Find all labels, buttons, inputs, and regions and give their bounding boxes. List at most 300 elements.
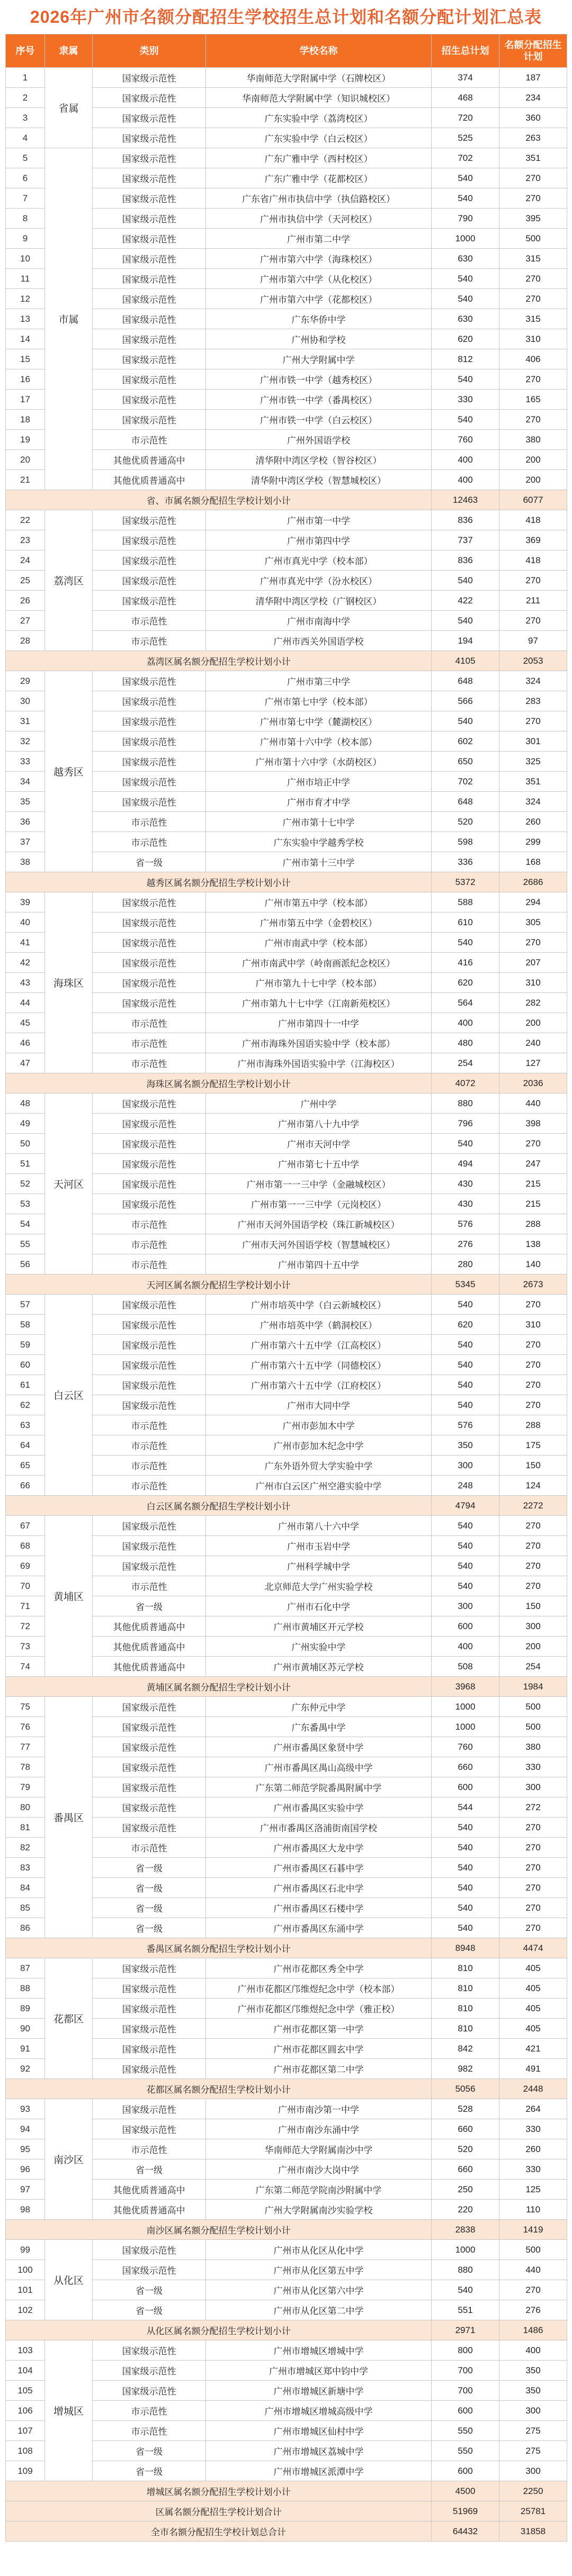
- total-plan-cell: 796: [432, 1114, 499, 1134]
- total-plan-cell: 540: [432, 933, 499, 953]
- category-cell: 国家级示范性: [93, 1114, 206, 1134]
- school-name-cell: 广州市增城区新塘中学: [206, 2381, 432, 2401]
- school-name-cell: 广州市花都区邝维煜纪念中学（校本部）: [206, 1978, 432, 1999]
- school-name-cell: 广州市第六中学（海珠校区）: [206, 249, 432, 269]
- total-plan-cell: 540: [432, 1858, 499, 1878]
- quota-plan-cell: 405: [499, 1978, 567, 1999]
- region-cell: 越秀区: [45, 671, 93, 872]
- total-plan-cell: 551: [432, 2300, 499, 2320]
- school-name-cell: 广州市第六十五中学（江府校区）: [206, 1375, 432, 1395]
- school-name-cell: 广东第二师范学院南沙附属中学: [206, 2180, 432, 2200]
- total-plan-cell: 598: [432, 832, 499, 852]
- total-plan-cell: 702: [432, 148, 499, 168]
- row-index: 60: [6, 1355, 45, 1375]
- quota-plan-cell: 301: [499, 731, 567, 752]
- category-cell: 市示范性: [93, 1838, 206, 1858]
- row-index: 53: [6, 1194, 45, 1214]
- quota-plan-cell: 405: [499, 2019, 567, 2039]
- grand-total-label: 全市名额分配招生学校计划总合计: [6, 2521, 432, 2542]
- total-plan-cell: 700: [432, 2381, 499, 2401]
- school-name-cell: 广州市从化区第五中学: [206, 2260, 432, 2280]
- quota-plan-cell: 405: [499, 1958, 567, 1978]
- category-cell: 市示范性: [93, 1435, 206, 1456]
- school-name-cell: 广州市番禺区东涌中学: [206, 1918, 432, 1938]
- category-cell: 市示范性: [93, 1214, 206, 1234]
- row-index: 86: [6, 1918, 45, 1938]
- quota-plan-cell: 350: [499, 2361, 567, 2381]
- category-cell: 国家级示范性: [93, 2019, 206, 2039]
- quota-plan-cell: 310: [499, 329, 567, 349]
- school-name-cell: 广州市玉岩中学: [206, 1536, 432, 1556]
- quota-plan-cell: 500: [499, 1697, 567, 1717]
- category-cell: 国家级示范性: [93, 1516, 206, 1536]
- total-plan-cell: 564: [432, 993, 499, 1013]
- region-cell: 白云区: [45, 1295, 93, 1496]
- row-index: 66: [6, 1476, 45, 1496]
- table-row: [6, 68, 567, 88]
- header-row: [6, 34, 567, 68]
- quota-plan-cell: 380: [499, 1737, 567, 1757]
- subtotal-label: 花都区属名额分配招生学校计划小计: [6, 2079, 432, 2099]
- total-plan-cell: 600: [432, 1777, 499, 1797]
- category-cell: 省一级: [93, 1898, 206, 1918]
- category-cell: 市示范性: [93, 631, 206, 651]
- quota-plan-cell: 270: [499, 1838, 567, 1858]
- row-index: 82: [6, 1838, 45, 1858]
- table-row: [6, 2099, 567, 2119]
- row-index: 17: [6, 390, 45, 410]
- school-name-cell: 广州市彭加木中学: [206, 1415, 432, 1435]
- quota-plan-cell: 330: [499, 2159, 567, 2180]
- total-plan-cell: 400: [432, 1637, 499, 1657]
- school-name-cell: 广州市大同中学: [206, 1395, 432, 1415]
- school-name-cell: 广州市第一中学: [206, 510, 432, 530]
- row-index: 48: [6, 1093, 45, 1114]
- quota-plan-cell: 200: [499, 1013, 567, 1033]
- category-cell: 国家级示范性: [93, 1174, 206, 1194]
- quota-plan-cell: 300: [499, 2401, 567, 2421]
- school-name-cell: 广州市育才中学: [206, 792, 432, 812]
- quota-plan-cell: 270: [499, 1536, 567, 1556]
- quota-plan-cell: 270: [499, 1335, 567, 1355]
- school-name-cell: 广州市增城区增城中学: [206, 2340, 432, 2361]
- total-plan-cell: 660: [432, 2159, 499, 2180]
- table-row: [6, 892, 567, 912]
- category-cell: 国家级示范性: [93, 188, 206, 209]
- row-index: 61: [6, 1375, 45, 1395]
- quota-plan-cell: 300: [499, 2461, 567, 2481]
- category-cell: 国家级示范性: [93, 1134, 206, 1154]
- row-index: 25: [6, 571, 45, 591]
- row-index: 79: [6, 1777, 45, 1797]
- total-plan-cell: 1000: [432, 1717, 499, 1737]
- total-plan-cell: 650: [432, 752, 499, 772]
- quota-plan-cell: 288: [499, 1415, 567, 1435]
- total-plan-cell: 540: [432, 410, 499, 430]
- row-index: 69: [6, 1556, 45, 1576]
- category-cell: 市示范性: [93, 1053, 206, 1073]
- category-cell: 国家级示范性: [93, 1737, 206, 1757]
- category-cell: 国家级示范性: [93, 1556, 206, 1576]
- school-name-cell: 广州市第十三中学: [206, 852, 432, 872]
- school-name-cell: 广州市第六十五中学（同德校区）: [206, 1355, 432, 1375]
- school-name-cell: 广州市天河外国语学校（珠江新城校区）: [206, 1214, 432, 1234]
- school-name-cell: 广州市番禺区禺山高级中学: [206, 1757, 432, 1777]
- school-name-cell: 广州科学城中学: [206, 1556, 432, 1576]
- row-index: 41: [6, 933, 45, 953]
- quota-plan-cell: 400: [499, 2340, 567, 2361]
- subtotal-quota: 1984: [499, 1677, 567, 1697]
- quota-plan-cell: 324: [499, 792, 567, 812]
- total-plan-cell: 800: [432, 2340, 499, 2361]
- subtotal-quota: 1419: [499, 2220, 567, 2240]
- total-plan-cell: 416: [432, 953, 499, 973]
- school-name-cell: 广州市真光中学（汾水校区）: [206, 571, 432, 591]
- quota-plan-cell: 270: [499, 933, 567, 953]
- total-plan-cell: 648: [432, 671, 499, 691]
- school-name-cell: 广东实验中学（荔湾校区）: [206, 108, 432, 128]
- school-name-cell: 广州市番禺区象贤中学: [206, 1737, 432, 1757]
- total-plan-cell: 508: [432, 1657, 499, 1677]
- category-cell: 国家级示范性: [93, 2059, 206, 2079]
- total-plan-cell: 620: [432, 973, 499, 993]
- total-plan-cell: 588: [432, 892, 499, 912]
- total-plan-cell: 540: [432, 1556, 499, 1576]
- school-name-cell: 广东实验中学越秀学校: [206, 832, 432, 852]
- school-name-cell: 广东华侨中学: [206, 309, 432, 329]
- total-plan-cell: 540: [432, 1918, 499, 1938]
- category-cell: 国家级示范性: [93, 309, 206, 329]
- row-index: 30: [6, 691, 45, 711]
- region-cell: 增城区: [45, 2340, 93, 2481]
- subtotal-row: [6, 1677, 567, 1697]
- quota-plan-cell: 315: [499, 249, 567, 269]
- total-plan-cell: 540: [432, 1878, 499, 1898]
- school-name-cell: 广州市番禺区石碁中学: [206, 1858, 432, 1878]
- school-name-cell: 广州市执信中学（天河校区）: [206, 209, 432, 229]
- quota-plan-cell: 500: [499, 1717, 567, 1737]
- category-cell: 国家级示范性: [93, 1757, 206, 1777]
- school-name-cell: 广州市海珠外国语实验中学（校本部）: [206, 1033, 432, 1053]
- category-cell: 国家级示范性: [93, 249, 206, 269]
- school-name-cell: 清华附中湾区学校（智谷校区）: [206, 450, 432, 470]
- category-cell: 国家级示范性: [93, 108, 206, 128]
- total-plan-cell: 254: [432, 1053, 499, 1073]
- category-cell: 市示范性: [93, 2421, 206, 2441]
- row-index: 100: [6, 2260, 45, 2280]
- category-cell: 省一级: [93, 1858, 206, 1878]
- school-name-cell: 广州中学: [206, 1093, 432, 1114]
- category-cell: 市示范性: [93, 430, 206, 450]
- quota-plan-cell: 263: [499, 128, 567, 148]
- quota-plan-cell: 369: [499, 530, 567, 550]
- quota-plan-cell: 272: [499, 1797, 567, 1818]
- row-index: 7: [6, 188, 45, 209]
- row-index: 84: [6, 1878, 45, 1898]
- quota-plan-cell: 270: [499, 611, 567, 631]
- category-cell: 市示范性: [93, 611, 206, 631]
- school-name-cell: 华南师范大学附属中学（石牌校区）: [206, 68, 432, 88]
- total-plan-cell: 330: [432, 390, 499, 410]
- school-name-cell: 广州市彭加木纪念中学: [206, 1435, 432, 1456]
- row-index: 42: [6, 953, 45, 973]
- total-plan-cell: 540: [432, 188, 499, 209]
- category-cell: 国家级示范性: [93, 2260, 206, 2280]
- total-plan-cell: 660: [432, 1757, 499, 1777]
- quota-plan-cell: 150: [499, 1596, 567, 1616]
- quota-plan-cell: 270: [499, 1355, 567, 1375]
- quota-plan-cell: 215: [499, 1174, 567, 1194]
- row-index: 8: [6, 209, 45, 229]
- row-index: 13: [6, 309, 45, 329]
- category-cell: 国家级示范性: [93, 892, 206, 912]
- table-row: [6, 1958, 567, 1978]
- row-index: 4: [6, 128, 45, 148]
- school-name-cell: 广州市番禺区洛浦街南国学校: [206, 1818, 432, 1838]
- total-plan-cell: 610: [432, 912, 499, 933]
- category-cell: 国家级示范性: [93, 1335, 206, 1355]
- quota-plan-cell: 168: [499, 852, 567, 872]
- row-index: 26: [6, 591, 45, 611]
- grand-total-row: [6, 2501, 567, 2521]
- school-name-cell: 广州协和学校: [206, 329, 432, 349]
- school-name-cell: 广州市第四十一中学: [206, 1013, 432, 1033]
- subtotal-total: 4500: [432, 2481, 499, 2501]
- total-plan-cell: 540: [432, 369, 499, 390]
- quota-plan-cell: 300: [499, 1777, 567, 1797]
- school-name-cell: 广州市南沙东涌中学: [206, 2119, 432, 2139]
- total-plan-cell: 468: [432, 88, 499, 108]
- subtotal-total: 2971: [432, 2320, 499, 2340]
- subtotal-total: 12463: [432, 490, 499, 510]
- category-cell: 国家级示范性: [93, 1194, 206, 1214]
- subtotal-label: 越秀区属名额分配招生学校计划小计: [6, 872, 432, 892]
- school-name-cell: 广州实验中学: [206, 1637, 432, 1657]
- category-cell: 国家级示范性: [93, 671, 206, 691]
- region-cell: 海珠区: [45, 892, 93, 1073]
- row-index: 93: [6, 2099, 45, 2119]
- row-index: 90: [6, 2019, 45, 2039]
- school-name-cell: 广州市铁一中学（越秀校区）: [206, 369, 432, 390]
- category-cell: 国家级示范性: [93, 1777, 206, 1797]
- total-plan-cell: 250: [432, 2180, 499, 2200]
- category-cell: 市示范性: [93, 1234, 206, 1254]
- row-index: 20: [6, 450, 45, 470]
- category-cell: 国家级示范性: [93, 953, 206, 973]
- quota-plan-cell: 270: [499, 410, 567, 430]
- school-name-cell: 广州市第八十六中学: [206, 1516, 432, 1536]
- quota-plan-cell: 254: [499, 1657, 567, 1677]
- row-index: 87: [6, 1958, 45, 1978]
- total-plan-cell: 620: [432, 329, 499, 349]
- total-plan-cell: 540: [432, 1335, 499, 1355]
- school-name-cell: 广州市第四中学: [206, 530, 432, 550]
- quota-plan-cell: 270: [499, 269, 567, 289]
- school-name-cell: 广州市南沙大岗中学: [206, 2159, 432, 2180]
- total-plan-cell: 880: [432, 1093, 499, 1114]
- school-name-cell: 广州市番禺区大龙中学: [206, 1838, 432, 1858]
- category-cell: 国家级示范性: [93, 2381, 206, 2401]
- school-name-cell: 广州市第三中学: [206, 671, 432, 691]
- row-index: 43: [6, 973, 45, 993]
- row-index: 95: [6, 2139, 45, 2159]
- school-name-cell: 广州市南武中学（校本部）: [206, 933, 432, 953]
- quota-plan-cell: 270: [499, 571, 567, 591]
- row-index: 52: [6, 1174, 45, 1194]
- category-cell: 国家级示范性: [93, 2099, 206, 2119]
- row-index: 57: [6, 1295, 45, 1315]
- row-index: 107: [6, 2421, 45, 2441]
- total-plan-cell: 480: [432, 1033, 499, 1053]
- grand-total-quota: 25781: [499, 2501, 567, 2521]
- total-plan-cell: 400: [432, 470, 499, 490]
- row-index: 33: [6, 752, 45, 772]
- row-index: 65: [6, 1456, 45, 1476]
- category-cell: 国家级示范性: [93, 731, 206, 752]
- quota-plan-cell: 270: [499, 1134, 567, 1154]
- row-index: 14: [6, 329, 45, 349]
- quota-plan-cell: 270: [499, 289, 567, 309]
- total-plan-cell: 350: [432, 1435, 499, 1456]
- row-index: 21: [6, 470, 45, 490]
- region-cell: 省属: [45, 68, 93, 148]
- subtotal-total: 5056: [432, 2079, 499, 2099]
- school-name-cell: 广州市第六十五中学（江高校区）: [206, 1335, 432, 1355]
- total-plan-cell: 540: [432, 1375, 499, 1395]
- quota-plan-cell: 270: [499, 1395, 567, 1415]
- category-cell: 国家级示范性: [93, 591, 206, 611]
- total-plan-cell: 540: [432, 1576, 499, 1596]
- subtotal-row: [6, 2481, 567, 2501]
- total-plan-cell: 520: [432, 2139, 499, 2159]
- quota-plan-cell: 330: [499, 1757, 567, 1777]
- region-cell: 黄埔区: [45, 1516, 93, 1677]
- category-cell: 国家级示范性: [93, 349, 206, 369]
- region-cell: 市属: [45, 148, 93, 490]
- school-name-cell: 广州市第九十七中学（校本部）: [206, 973, 432, 993]
- school-name-cell: 广州外国语学校: [206, 430, 432, 450]
- category-cell: 市示范性: [93, 2139, 206, 2159]
- school-name-cell: 广州市第九十七中学（江南新苑校区）: [206, 993, 432, 1013]
- total-plan-cell: 880: [432, 2260, 499, 2280]
- school-name-cell: 广州市培正中学: [206, 772, 432, 792]
- header-quota: 名额分配招生计划: [499, 34, 567, 68]
- row-index: 23: [6, 530, 45, 550]
- total-plan-cell: 576: [432, 1214, 499, 1234]
- school-name-cell: 广州市增城区增城高级中学: [206, 2401, 432, 2421]
- total-plan-cell: 422: [432, 591, 499, 611]
- row-index: 36: [6, 812, 45, 832]
- row-index: 74: [6, 1657, 45, 1677]
- row-index: 78: [6, 1757, 45, 1777]
- total-plan-cell: 540: [432, 1898, 499, 1918]
- row-index: 5: [6, 148, 45, 168]
- total-plan-cell: 374: [432, 68, 499, 88]
- quota-plan-cell: 275: [499, 2421, 567, 2441]
- row-index: 102: [6, 2300, 45, 2320]
- category-cell: 其他优质普通高中: [93, 1657, 206, 1677]
- quota-plan-cell: 260: [499, 812, 567, 832]
- total-plan-cell: 430: [432, 1194, 499, 1214]
- grand-total-total: 51969: [432, 2501, 499, 2521]
- quota-plan-cell: 200: [499, 450, 567, 470]
- total-plan-cell: 194: [432, 631, 499, 651]
- row-index: 54: [6, 1214, 45, 1234]
- total-plan-cell: 760: [432, 430, 499, 450]
- school-name-cell: 广州市增城区派潭中学: [206, 2461, 432, 2481]
- table-row: [6, 148, 567, 168]
- total-plan-cell: 760: [432, 1737, 499, 1757]
- quota-plan-cell: 315: [499, 309, 567, 329]
- total-plan-cell: 660: [432, 2119, 499, 2139]
- subtotal-label: 荔湾区属名额分配招生学校计划小计: [6, 651, 432, 671]
- school-name-cell: 广州市铁一中学（番禺校区）: [206, 390, 432, 410]
- subtotal-row: [6, 490, 567, 510]
- total-plan-cell: 540: [432, 1536, 499, 1556]
- quota-plan-cell: 300: [499, 1616, 567, 1637]
- row-index: 70: [6, 1576, 45, 1596]
- total-plan-cell: 540: [432, 2280, 499, 2300]
- quota-plan-cell: 282: [499, 993, 567, 1013]
- category-cell: 国家级示范性: [93, 2119, 206, 2139]
- quota-plan-cell: 406: [499, 349, 567, 369]
- school-name-cell: 广州市花都区邝维煜纪念中学（雅正校）: [206, 1999, 432, 2019]
- school-name-cell: 广东省广州市执信中学（执信路校区）: [206, 188, 432, 209]
- table-row: [6, 1697, 567, 1717]
- quota-plan-cell: 270: [499, 1818, 567, 1838]
- school-name-cell: 广州市铁一中学（白云校区）: [206, 410, 432, 430]
- category-cell: 市示范性: [93, 1576, 206, 1596]
- total-plan-cell: 540: [432, 571, 499, 591]
- region-cell: 番禺区: [45, 1697, 93, 1938]
- row-index: 15: [6, 349, 45, 369]
- subtotal-label: 黄埔区属名额分配招生学校计划小计: [6, 1677, 432, 1697]
- total-plan-cell: 540: [432, 269, 499, 289]
- page-title: 2026年广州市名额分配招生学校招生总计划和名额分配计划汇总表: [30, 7, 542, 26]
- category-cell: 国家级示范性: [93, 691, 206, 711]
- row-index: 40: [6, 912, 45, 933]
- total-plan-cell: 810: [432, 1978, 499, 1999]
- total-plan-cell: 525: [432, 128, 499, 148]
- total-plan-cell: 400: [432, 450, 499, 470]
- category-cell: 省一级: [93, 1878, 206, 1898]
- total-plan-cell: 400: [432, 1013, 499, 1033]
- subtotal-quota: 2448: [499, 2079, 567, 2099]
- school-name-cell: 广州市增城区荔城中学: [206, 2441, 432, 2461]
- row-index: 32: [6, 731, 45, 752]
- row-index: 92: [6, 2059, 45, 2079]
- row-index: 18: [6, 410, 45, 430]
- total-plan-cell: 600: [432, 2461, 499, 2481]
- school-name-cell: 广州市天河外国语学校（智慧城校区）: [206, 1234, 432, 1254]
- total-plan-cell: 1000: [432, 1697, 499, 1717]
- category-cell: 省一级: [93, 1918, 206, 1938]
- quota-plan-cell: 211: [499, 591, 567, 611]
- subtotal-label: 从化区属名额分配招生学校计划小计: [6, 2320, 432, 2340]
- quota-plan-cell: 187: [499, 68, 567, 88]
- row-index: 31: [6, 711, 45, 731]
- row-index: 103: [6, 2340, 45, 2361]
- subtotal-label: 增城区属名额分配招生学校计划小计: [6, 2481, 432, 2501]
- total-plan-cell: 540: [432, 1516, 499, 1536]
- table-row: [6, 510, 567, 530]
- category-cell: 国家级示范性: [93, 1797, 206, 1818]
- school-name-cell: 广州市第二中学: [206, 229, 432, 249]
- category-cell: 其他优质普通高中: [93, 2200, 206, 2220]
- school-name-cell: 广州市第七十五中学: [206, 1154, 432, 1174]
- school-name-cell: 广州市番禺区实验中学: [206, 1797, 432, 1818]
- quota-plan-cell: 234: [499, 88, 567, 108]
